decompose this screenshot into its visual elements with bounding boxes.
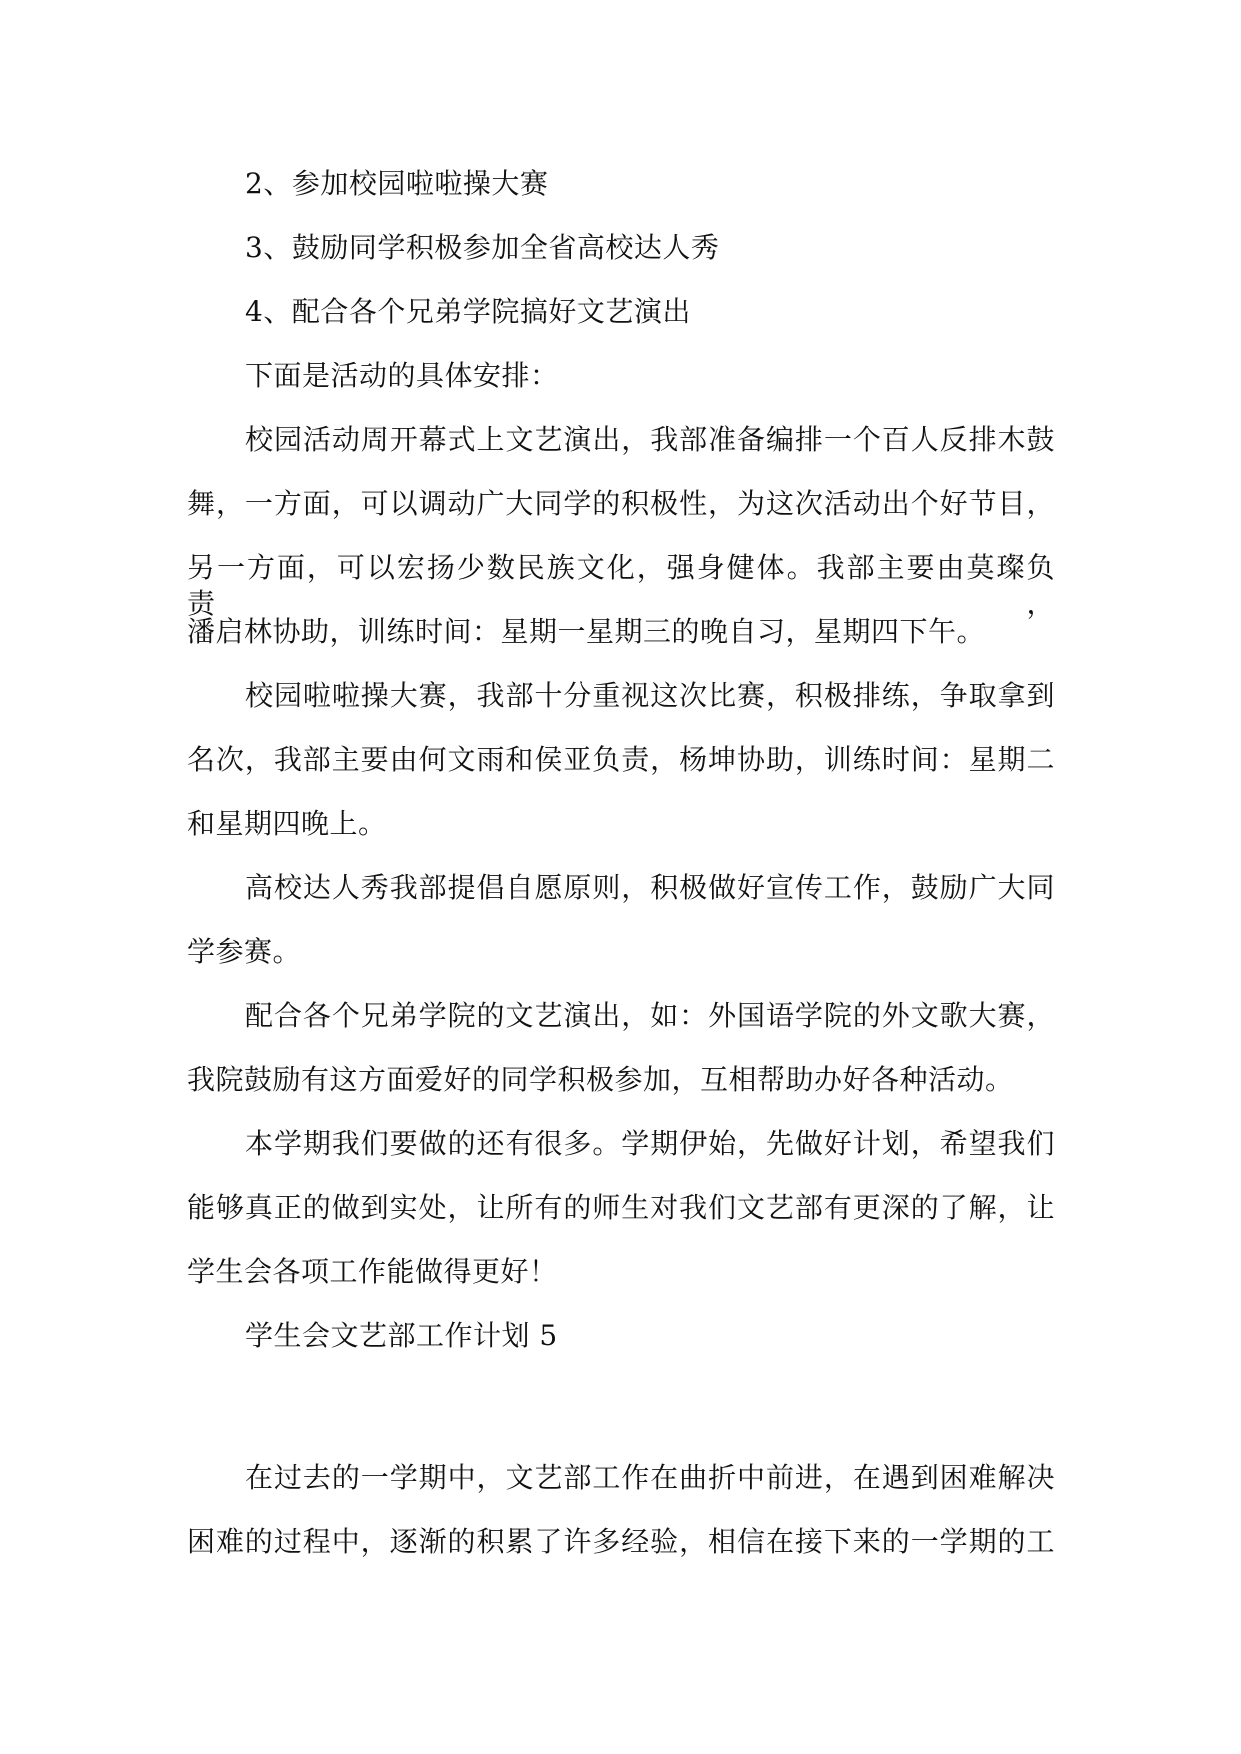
paragraph-line: 校园啦啦操大赛，我部十分重视这次比赛，积极排练，争取拿到 [245, 679, 1055, 712]
schedule-intro: 下面是活动的具体安排： [245, 359, 559, 392]
paragraph-line: 我院鼓励有这方面爱好的同学积极参加，互相帮助办好各种活动。 [187, 1063, 1014, 1096]
paragraph-line: 学参赛。 [187, 935, 302, 968]
list-item-4: 4、配合各个兄弟学院搞好文艺演出 [245, 295, 691, 328]
paragraph-line: 学生会各项工作能做得更好！ [187, 1255, 558, 1288]
paragraph-line: 和星期四晚上。 [187, 807, 387, 840]
paragraph-line: 在过去的一学期中，文艺部工作在曲折中前进，在遇到困难解决 [245, 1461, 1055, 1494]
section-heading: 学生会文艺部工作计划 5 [245, 1319, 558, 1352]
list-item-2: 2、参加校园啦啦操大赛 [245, 167, 549, 200]
list-item-3: 3、鼓励同学积极参加全省高校达人秀 [245, 231, 720, 264]
paragraph-line: 舞，一方面，可以调动广大同学的积极性，为这次活动出个好节目， [187, 487, 1055, 520]
paragraph-line: 潘启林协助，训练时间：星期一星期三的晚自习，星期四下午。 [187, 615, 986, 648]
paragraph-line: 配合各个兄弟学院的文艺演出，如：外国语学院的外文歌大赛， [245, 999, 1055, 1032]
paragraph-line: 名次，我部主要由何文雨和侯亚负责，杨坤协助，训练时间：星期二 [187, 743, 1055, 776]
paragraph-line: 本学期我们要做的还有很多。学期伊始，先做好计划，希望我们 [245, 1127, 1055, 1160]
paragraph-line: 能够真正的做到实处，让所有的师生对我们文艺部有更深的了解，让 [187, 1191, 1055, 1224]
paragraph-line: 高校达人秀我部提倡自愿原则，积极做好宣传工作，鼓励广大同 [245, 871, 1055, 904]
paragraph-line: 另一方面，可以宏扬少数民族文化，强身健体。我部主要由莫璨负责， [187, 551, 1055, 620]
paragraph-line: 困难的过程中，逐渐的积累了许多经验，相信在接下来的一学期的工 [187, 1525, 1055, 1558]
paragraph-line: 校园活动周开幕式上文艺演出，我部准备编排一个百人反排木鼓 [245, 423, 1055, 456]
